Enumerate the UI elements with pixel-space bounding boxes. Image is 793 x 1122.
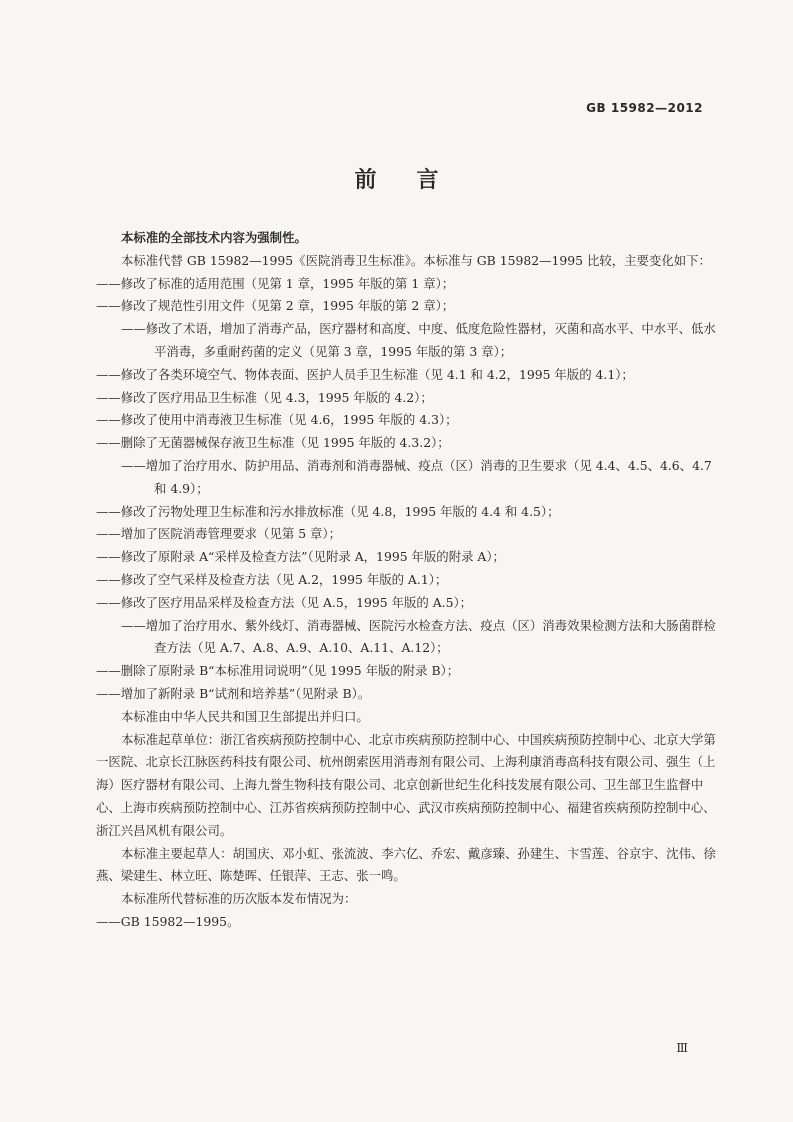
list-item: ——修改了污物处理卫生标准和污水排放标准（见 4.8，1995 年版的 4.4 和 4.5）； xyxy=(96,503,560,519)
changes-list xyxy=(96,273,718,706)
list-item: ——修改了原附录 A“采样及检查方法”（见附录 A，1995 年版的附录 A）； xyxy=(96,549,505,565)
list-item: ——增加了医院消毒管理要求（见第 5 章）； xyxy=(96,526,341,542)
list-item: ——增加了治疗用水、紫外线灯、消毒器械、医院污水检查方法、疫点（区）消毒效果检测方法和大肠菌群检查方法（见 A.7、A.8、A.9、A.10、A.11、A.12）； xyxy=(121,617,716,656)
list-item: ——删除了原附录 B“本标准用词说明”（见 1995 年版的附录 B）； xyxy=(96,663,460,679)
proposed-by-paragraph: 本标准由中华人民共和国卫生部提出并归口。 xyxy=(121,708,369,724)
history-intro-paragraph: 本标准所代替标准的历次版本发布情况为： xyxy=(121,891,357,907)
list-item: ——增加了治疗用水、防护用品、消毒剂和消毒器械、疫点（区）消毒的卫生要求（见 4.4、4.5、4.6、4.7 和 4.9）； xyxy=(121,457,712,496)
history-item: ——GB 15982—1995。 xyxy=(96,913,240,929)
list-item: ——增加了新附录 B“试剂和培养基”（见附录 B）。 xyxy=(96,685,371,701)
document-body xyxy=(96,227,718,934)
list-item: ——修改了使用中消毒液卫生标准（见 4.6，1995 年版的 4.3）； xyxy=(96,412,458,428)
list-item: ——修改了空气采样及检查方法（见 A.2，1995 年版的 A.1）； xyxy=(96,571,448,587)
list-item: ——修改了医疗用品采样及检查方法（见 A.5，1995 年版的 A.5）； xyxy=(96,594,473,610)
list-item: ——删除了无菌器械保存液卫生标准（见 1995 年版的 4.3.2）； xyxy=(96,435,450,451)
list-item: ——修改了医疗用品卫生标准（见 4.3，1995 年版的 4.2）； xyxy=(96,389,433,405)
page-title: 前言 xyxy=(354,168,479,193)
list-item: ——修改了术语，增加了消毒产品，医疗器材和高度、中度、低度危险性器材，灭菌和高水平、中水平、低水平消毒，多重耐药菌的定义（见第 3 章，1995 年版的第 3 章）； xyxy=(121,321,716,359)
list-item: ——修改了各类环境空气、物体表面、医护人员手卫生标准（见 4.1 和 4.2，1995 年版的 4.1）； xyxy=(96,366,634,382)
list-item: ——修改了规范性引用文件（见第 2 章，1995 年版的第 2 章）； xyxy=(96,298,455,314)
list-item: ——修改了标准的适用范围（见第 1 章，1995 年版的第 1 章）； xyxy=(96,275,455,291)
drafters-paragraph: 本标准主要起草人：胡国庆、邓小虹、张流波、李六亿、乔宏、戴彦臻、孙建生、卞雪莲、谷京宇、沈伟、徐燕、梁建生、林立旺、陈楚晖、任银萍、王志、张一鸣。 xyxy=(96,845,716,884)
page-number: Ⅲ xyxy=(676,1041,689,1055)
replaces-paragraph: 本标准代替 GB 15982—1995《医院消毒卫生标准》。本标准与 GB 15982—1995 比较，主要变化如下： xyxy=(121,252,711,268)
drafting-units-paragraph: 本标准起草单位：浙江省疾病预防控制中心、北京市疾病预防控制中心、中国疾病预防控制中心、北京大学第一医院、北京长江脉医药科技有限公司、杭州朗索医用消毒剂有限公司、上海利康消毒高科技有限公司、强生（上海）医疗器材有限公司、上海九誉生物科技有限公司、北京创新世纪生化科技发展有限公司、卫生部卫生监督中心、上海市疾病预防控制中心、江苏省疾病预防控制中心、武汉市疾病预防控制中心、福建省疾病预防控制中心、浙江兴昌风机有限公司。 xyxy=(96,731,716,838)
standard-number: GB 15982—2012 xyxy=(586,101,703,115)
mandatory-statement: 本标准的全部技术内容为强制性。 xyxy=(121,230,307,245)
